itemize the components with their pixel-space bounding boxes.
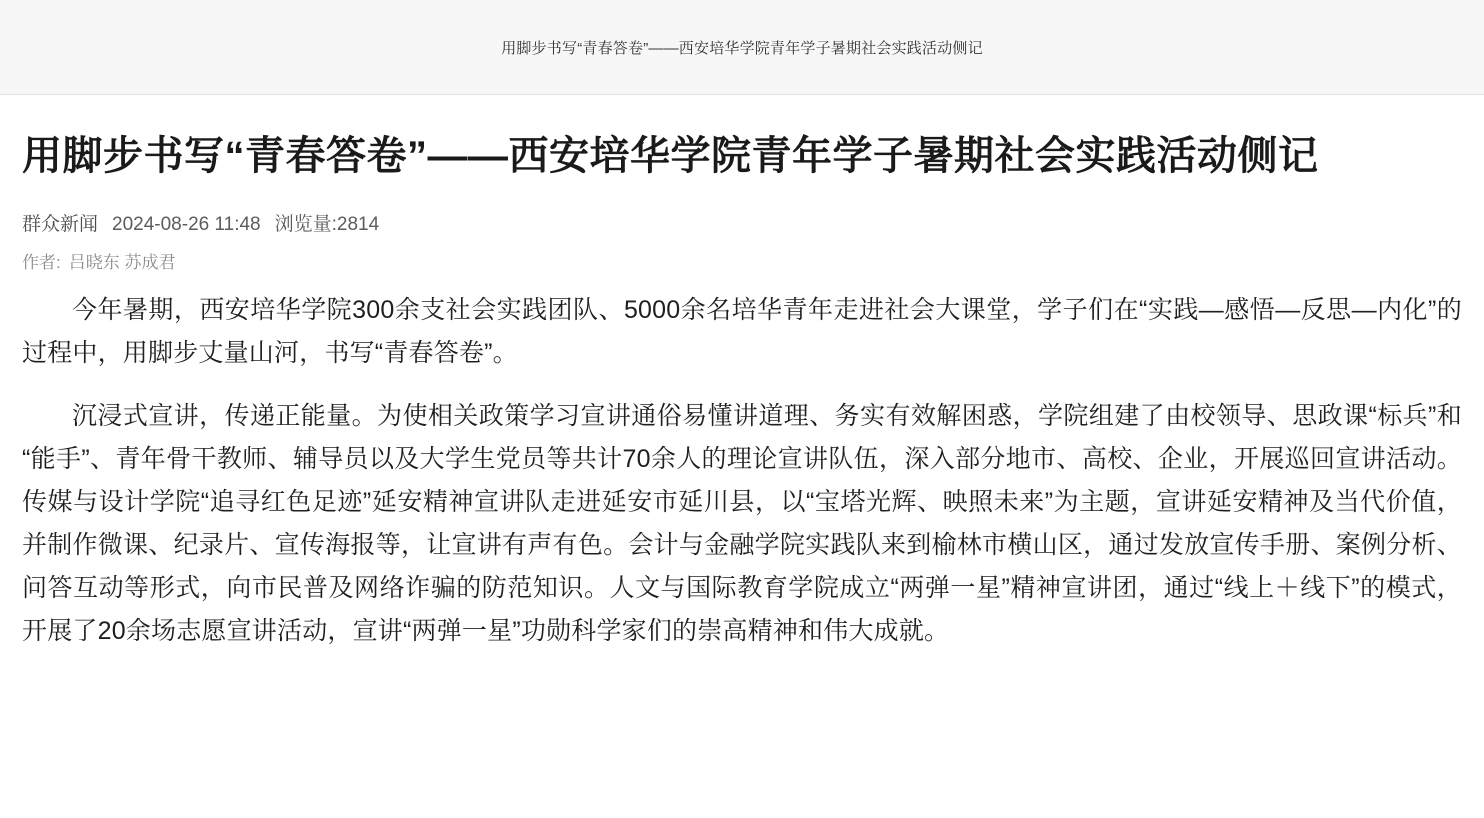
page-header-title: 用脚步书写“青春答卷”——西安培华学院青年学子暑期社会实践活动侧记 [501,39,983,57]
article-body [22,289,1462,653]
article-meta [22,209,1462,236]
article-paragraph: 沉浸式宣讲，传递正能量。为使相关政策学习宣讲通俗易懂讲道理、务实有效解困惑，学院组建了由校领导、思政课“标兵”和“能手”、青年骨干教师、辅导员以及大学生党员等共计70余人的理论宣讲队伍，深入部分地市、高校、企业，开展巡回宣讲活动。传媒与设计学院“追寻红色足迹”延安精神宣讲队走进延安市延川县，以“宝塔光辉、映照未来”为主题，宣讲延安精神及当代价值，并制作微课、纪录片、宣传海报等，让宣讲有声有色。会计与金融学院实践队来到榆林市横山区，通过发放宣传手册、案例分析、问答互动等形式，向市民普及网络诈骗的防范知识。人文与国际教育学院成立“两弹一星”精神宣讲团，通过“线上＋线下”的模式，开展了20余场志愿宣讲活动，宣讲“两弹一星”功勋科学家们的崇高精神和伟大成就。 [22,402,1462,645]
article-paragraph: 今年暑期，西安培华学院300余支社会实践团队、5000余名培华青年走进社会大课堂，学子们在“实践—感悟—反思—内化”的过程中，用脚步丈量山河，书写“青春答卷”。 [22,296,1462,367]
article-date: 2024-08-26 11:48 [112,214,261,235]
author-label: 作者: [22,253,61,272]
author-names: 吕晓东 苏成君 [68,253,176,272]
article-source: 群众新闻 [22,214,99,235]
article-author-row [22,248,1462,273]
article-container [0,129,1484,653]
article-view-count: 浏览量:2814 [274,214,380,235]
article-title: 用脚步书写“青春答卷”——西安培华学院青年学子暑期社会实践活动侧记 [22,134,1319,178]
page-header-bar [0,0,1484,95]
